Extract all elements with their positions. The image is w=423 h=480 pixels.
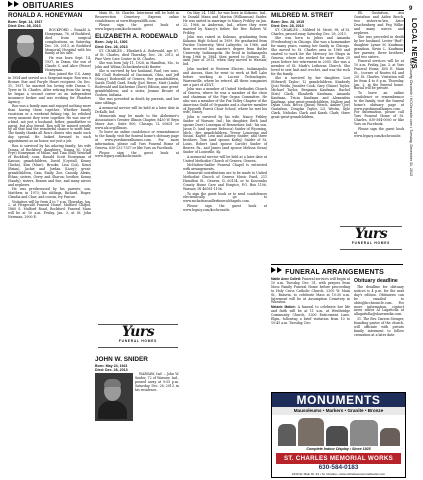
funeral-entry-name: Melanie Matich: [271,305,296,310]
funeral-entry [271,278,350,305]
obituary-paragraph: ST. CHARLES – Mildred M. Streit, 98, of St. Charles, passed away Saturday, Dec. 28, 2013. [271,28,350,36]
obituary-paragraph: Memorial contributions are to be made to United Methodist Church of Geneva Music Fund, 211 Hamilton St., Geneva, IL 60134, or to Kosciusko County Home Care and Hospice, P.O. Box 1106, Warsaw, IN 46581-1106. [183,171,267,192]
obituary-paragraph: She is survived by her daughter, Lori (Edward) Taylor; 12 grandchildren, Kimberly (Jon) Weida, Jennifer Cook, Gary (Diane) Taylor, Michael Taylor, Benjamin Kaufman, Rachel (Kris) Clark, Elizabeth Kaufman, Amanda Kaufman, Tricia Kaufman and Alexandria Kaufman; nine great-grandchildren, Mallory and Dylan Cook, Becca (Jason) Wesch, Amber (Joe) Gustafson, Douglas Taylor, Lil, Westin, Kyle Clark, Nicholas Clark and Karah Clark; three great-great-grandchildren, [271,76,350,120]
funeral-entry-text: Funeral services will begin at 10 a.m. Tuesday, Dec. 31, with prayers from Moss Family Funeral Home before proceeding to Holy Cross Catholic Church, 2300 W. Main St., Batavia, to celebrate Mass at 10:30 a.m. Interment will be at Assumption Cemetery in Wheaton. [271,277,350,305]
section-title: OBITUARIES [22,1,74,10]
obituary-paragraph: She is survived by her husband, Paul; two sons, Bill (Gail) Rodewald of Cincinnati, Ohio, and Jeff (Nancy) Rodewald of Geneva; five grandchildren, Sarah (Todd) Gard, Emily (Joe) Reece, Matt (Linda) Rodewald and Katherine (Dave) Edison; nine great-grandchildren; and a sister, Jeanne Brouer of Goshen, Indiana. [95,69,179,97]
obituary-paragraph: Ron joined the U.S. Army in 1954 and served as a Sergeant major. Ron was a Bronze Star and Purple Heart recipient. On Dec. 31, 1957, he married his loving wife Donna C. Tyrer in St. Charles. After retiring from the Army, he began a second career as an independent insurance broker and was working for Flanders Agency. [8,72,91,104]
triangle-icon [271,267,276,273]
ad-phone: 630-584-0183 [318,464,359,471]
obituary-paragraph: Please sign the guest book at www.legacy.com/kcchronicle. [354,126,404,139]
obituary-deadline-title: Obituary deadline [354,278,398,284]
obituary-paragraph: She was preceded in death by parents, and her nine siblings. [95,97,179,106]
obituary-paragraph: He was born Sept. 14, 1937, in Dixon, the son of Claude C. and Alice (Pease) Honeyman. [45,55,91,72]
obituary-paragraph: Please sign the guest book at www.legacy.com/kcchronicle. [95,23,179,32]
obituary-paragraph: John was raised in Kokomo, graduating from Kokomo High School in 1959. He graduated from Purdue University, West Lafayette, in 1966, and then received his master's degree from Butler University, Indianapolis. He lived in Indianapolis from 1966 to 1984, then moved to Geneva, Ill., until June of 2013, when they moved to Warsaw, Ind. [183,35,267,67]
obituary-deadline-text: The deadline for obituary notices is 4 p.m. for the next day's edition. Obituaries can be emailed to obits@kcchronicle.com. For more information, contact news editor Al Lagattolla at allagattolla@shawmedia.com. [354,285,404,317]
obituary-paragraph: McHatton-Sadler Funeral Chapel is entrusted with arrangements. [183,163,267,171]
portrait-photo [95,373,133,421]
funeral-arrangements-list [271,278,350,326]
obituary-paragraph: ST. CHARLES – Elizabeth A. Rodewald, age 87, of St. Charles, died Thursday, Dec. 26, 2013, at Pine View Care Center in St. Charles. [95,48,179,61]
obituary-born: Born: May 24, 1941 [95,363,128,368]
obituary-born: Born: Dec. 28, 1915 [271,19,305,24]
triangle-icon [8,1,13,7]
logo-script: Yurs [354,226,388,242]
obituary-paragraph: Ron is survived by his adoring family; his wife Donna of Rockford; daughters, Donna M. (Carl Frye) Honeyman of Milan, and Tina (Bill) Wenzlaff of Rockford; sons, Ronald Scott Honeyman of Kansas; grandchildren, David (Crystal), Kenny (Tasha), Kim (Marc), Brooke, Lisa (Liz), Kenzi (Brian), Jackie and Jordan (Lizzy); great-grandchildren, Cam, Emily, Zoe, Cassidy, Alexis, Ethan; sisters, Gerry and Sharon; brother, Kenny (Sandy); sisters, Bonnie and Sue; and many nieces and nephews. [8,143,91,187]
funeral-entry [271,306,350,326]
obituary-paragraph: Please sign the guest book at www.legacy.com/kcchronicle. [183,203,267,212]
funeral-entry-name: Mattie Anne Collett: [271,277,301,281]
page-number: 9 [409,6,413,12]
triangle-icon [277,267,282,273]
ad-note: Complete Indoor Display • Since 1925 [306,447,371,451]
obituary-paragraph: She was born July 11, 1926, in Hamilton, Mo., to John and Wilma (Scheckenbrock) Baxter. [95,61,179,69]
obituary-paragraph: John worked at Western Electric, Indianapolis and Aurora, then he went to work at Bell Labs before working at Lucent Technologies, Warrenville, where he retired. All these companies are a part of AT&T. [183,66,267,87]
obituary-paragraph: WARSAW, Ind. – John W. Snider, 72 of Warsaw, Ind., passed away at 9:55 p.m. Saturday, Dec. 28, 2013, in his residence. [135,372,179,392]
triangle-icon [14,1,19,7]
obituary-paragraph: She was preceded in death by her husband, Lester "Bud"; daughter Lynne M. Kaufman; grandson, Kevin L. Kaufman; her parents; three brothers; and two sisters. [354,35,404,59]
obituary-paragraph: He was predeceased by his parents; son, Matthew, in 1973; his siblings, Richard, Roger, Claudia and Char; and cousin, Ivy Pascue. [8,187,91,200]
obituary-streit-continued [354,12,404,140]
monuments-advertisement[interactable] [271,392,406,478]
obituary-paragraph: To leave an online condolence or remembrance to the family, visit the funeral home's obituary page at www.yursfuneralhomes.com. For more information, please call Yurs Funeral Home of Geneva, 630-232-7337 or like Yurs on Facebook. [95,130,179,151]
obituary-died: Died: Dec. 28, 2013 [95,44,128,49]
obituary-deadline-box [354,278,404,338]
logo-script: Yurs [121,324,155,340]
side-section-label: LOCAL NEWS [404,18,421,52]
obituary-paragraph: A memorial service will be held at a later date at United Methodist Church of Geneva, Geneva. [183,154,267,163]
ad-business-name: ST. CHARLES MEMORIAL WORKS [276,453,401,464]
side-dateline: Kane County Chronicle / KCChronicle.com • Tuesday, December 31, 2013 [409,58,413,177]
obituary-name: MILDRED M. STREIT [271,12,334,19]
obituary-paragraph: Main St., St. Charles. Interment will be held in Resurrection Cemetery. Express online condolences at www.fitzgeraldfh.com. [95,11,179,23]
obituary-paragraph: A memorial service will be held at a later date in DeKalb, Ind. [95,105,179,114]
obituary-paragraph: Ron was a family man and enjoyed nothing more than having them together. Whether family vacations or a weekend fishing trip, he relished every moment they were together. He was one-of-a-kind, not just a husband, father, grandfather or agent, but also friend. Ron will be missed greatly by all that had the wonderful chance to meet him. The family thanks all Ron's clients who made each day special. He looked forward to each appointment as an honor, not just a job. [8,104,91,144]
obituary-paragraph: John is survived by his wife, Nancy Fribley Snider of Warsaw, Ind.; his daughter, Beth (and spouse Dave) Lonergan of Rensselaer, Ind.; his son, Jason D. (and spouse Rebecca) Snider of Wyoming, Mich.; five grandchildren, Trevor Lonergan and Susan, Kaylie, Lexi and Aubrey Snider; and three brothers, Tom (and spouse Kathy) Snider of St. Louis, Robert (and spouse Carole) Snider of Beaver, Pa., and James (and spouse Melissa Swan) Snider of Louisville, Ky. [183,114,267,155]
obituary-name: JOHN W. SNIDER [95,356,148,363]
obituary-paragraph: Memorials may be made to the Alzheimer's Association's Greater Illinois Chapter, 8430 W. Bryn Mawr Ave., Suite 800, Chicago, IL 60631 or www.alz.org/illinois. [95,114,179,130]
obituary-paragraph: Eli Gustafson, Ava Gustafson and Aiden Besch; two sisters-in-law, Arice Drachenberg and Peg Wilke; and many nieces and nephews. [354,11,404,35]
obituary-died: Died: Dec. 28, 2013 [271,24,304,28]
obituary-snider-continued [183,12,267,213]
obituary-paragraph: Funeral services will be at 10 a.m. Friday, Jan. 3, at Yurs Funeral Home, 405 E. Main St., (corner of Routes 64 and 25) St. Charles. Visitation will be from 4 to 8 p.m. Thursday, Jan. 2, at the funeral home. Burial will be private. [354,59,404,91]
obituary-paragraph: To leave an online condolence or remembrance to the family, visit the funeral home's obituary page at www.yursfuneralhomes.com. For information, please call Yurs Funeral Home of St. Charles, 630-584-0060 or like Yurs on Facebook. [354,90,404,127]
obituary-paragraph: ROCKFORD – Ronald A. Honeyman, 76, of Rockford, died from surgical complications on Saturday, Dec. 28, 2013, at Rockford Memorial Hospital with his family at his side. [45,28,91,56]
obituary-paragraph: Visitation will be from 4 to 7 p.m. Thursday, Jan. 2, at Fitzgerald Funeral Home, Mulford Chapel, 1860 S. Mulford Road, Rockford. Funeral Mass will be at 10 a.m. Friday, Jan. 3, at St. John Newman, 2900 E. [8,199,91,220]
obituary-rodewald [95,12,179,160]
obituary-paragraph: She was born to Julius and Amanda (Fredendorg) in Chicago. She was a homemaker for many years, raising her family in Chicago. She moved to St. Charles area in 1960 and started to work for the Mercury Ice Shops in Geneva, where she worked for more than 20 years before her retirement in 2005. She was a member of St. Mark's Lutheran Church. She loved to sew, knit and crochet, and was the rock for the family. [271,36,350,76]
funeral-arrangements-title: FUNERAL ARRANGEMENTS [285,269,385,276]
obituary-died: Died: Dec. 28, 2013 [8,24,41,28]
ad-address: 1640 W. Main Rt. 64 • St. Charles • www.stcharlesmemorialworks.com [291,471,386,476]
obituary-snider [95,356,179,422]
ad-title: MONUMENTS [272,393,405,407]
obituary-paragraph: Please sign the guest book at www.legacy.com/kcchronicle. [95,150,179,159]
obituary-name: RONALD A. HONEYMAN [8,12,83,19]
obituary-paragraph: John was a member of United Methodist Church of Geneva, where he was a member of the choir and chairman of the Pipe Organ Committee. He also was a member of the Fox Valley Chapter of the American Guild of Organists and a charter member of Epworth Forest Choir School, where he met his wife, Nancy. [183,87,267,115]
obituary-name: ELIZABETH A. RODEWALD [95,32,178,40]
obituary-born: Born: July 11, 1926 [95,40,128,45]
obituary-honeyman [8,12,91,221]
ad-categories: Mausoleums • Markers • Granite • Bronze [272,407,405,415]
logo-subtitle: FUNERAL HOMES [118,339,158,343]
obituary-streit [271,12,350,121]
logo-subtitle: FUNERAL HOMES [351,241,391,245]
obituary-paragraph: To sign the guest book or to send condolences electronically, go to www.mchattonsadlerfuneralchapels.com. [183,191,267,204]
obituary-born: Born: Sept. 14, 1937 [8,19,43,24]
funeral-entry-text: A funeral to celebrate her life and faith will be at 11 a.m. at Westbridge Community Church, 3300 Enticement Lane, Elgin, following a brief visitation from 10 to 10:45 a.m. Tuesday, Dec. [271,305,351,325]
obituary-died: Died: Dec. 28, 2013 [95,368,128,372]
portrait-photo [8,29,43,73]
yurs-funeral-homes-logo [340,226,402,250]
funeral-arrangements-header [271,264,403,276]
yurs-funeral-homes-logo [98,324,178,348]
obituary-paragraph: On May 24, 1941, he was born in Kokomo, Ind., to Donald Mann and Marion (Williamson) Snider. He was united in marriage to Nancy Fribley on Jan. 22, 1966, in Anderson, Ind., where they were married by Nancy's father, the Rev. Robert W. Fribley. [183,11,267,35]
obituary-deadline-text: 31. The Rev. Darron Stenger, founding pastor of the church, will officiate with private family interment to follow cremation at a later date. [354,317,404,337]
section-header [8,1,74,10]
monument-stones-image [274,416,403,446]
